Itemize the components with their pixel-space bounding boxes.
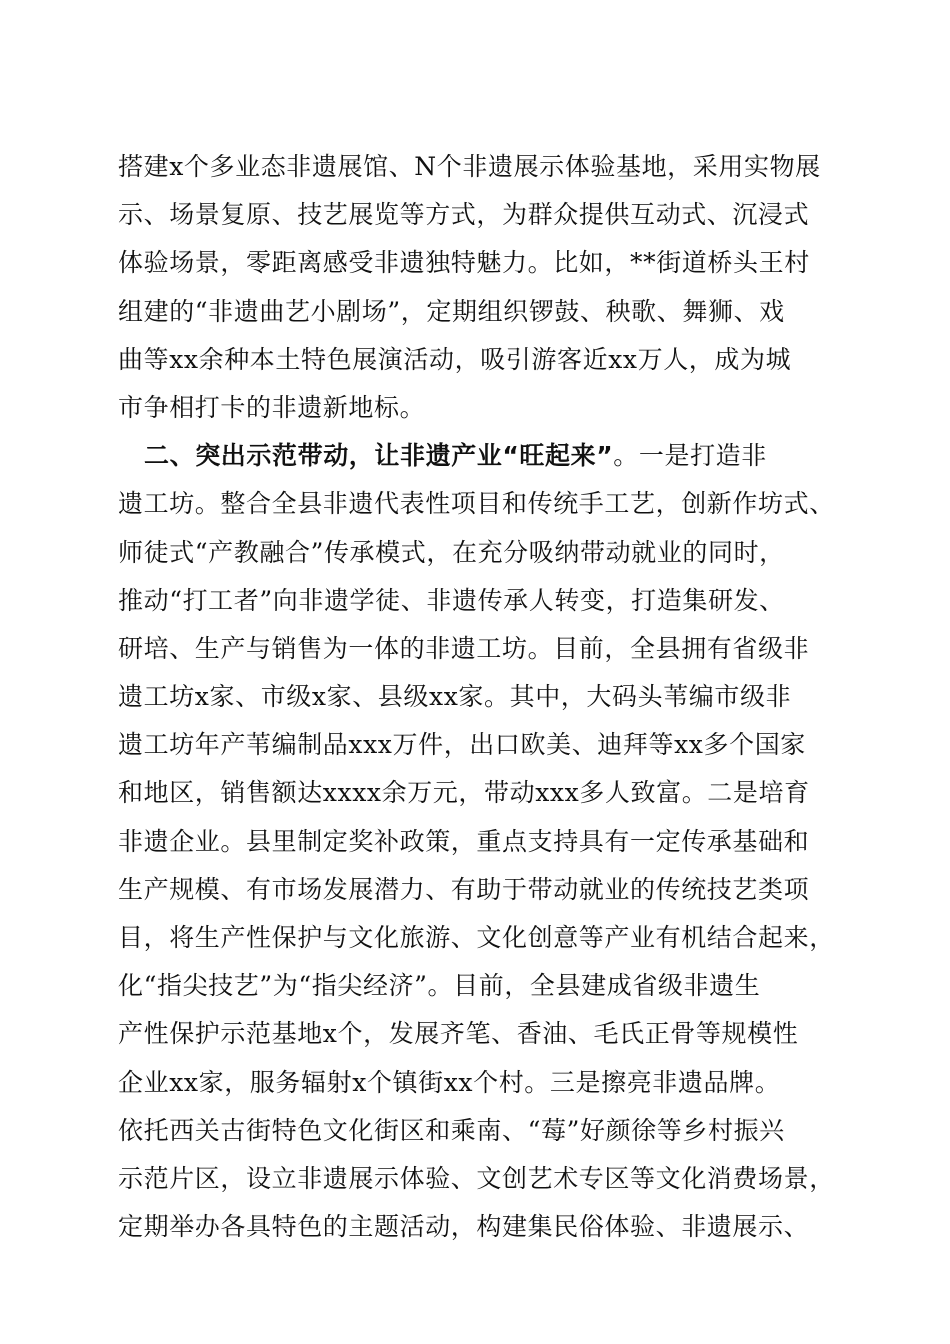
text-line: 研培、生产与销售为一体的非遗工坊。目前，全县拥有省级非	[118, 633, 810, 663]
text-line: 示范片区，设立非遗展示体验、文创艺术专区等文化消费场景，	[118, 1163, 835, 1193]
text-line: 市争相打卡的非遗新地标。	[118, 392, 426, 422]
text-line	[118, 432, 834, 480]
text-line: 非遗企业。县里制定奖补政策，重点支持具有一定传承基础和	[118, 826, 810, 856]
text-line: 遗工坊。整合全县非遗代表性项目和传统手工艺，创新作坊式、	[118, 489, 835, 519]
text-line: 曲等xx余种本土特色展演活动，吸引游客近xx万人，成为城	[118, 344, 792, 374]
text-line: 遗工坊年产苇编制品xxx万件，出口欧美、迪拜等xx多个国家	[118, 730, 806, 760]
text-line: 搭建x个多业态非遗展馆、N个非遗展示体验基地，采用实物展	[118, 152, 821, 181]
text-line: 生产规模、有市场发展潜力、有助于带动就业的传统技艺类项	[118, 874, 810, 904]
document-page	[118, 143, 834, 1251]
text-line: 示、场景复原、技艺展览等方式，为群众提供互动式、沉浸式	[118, 200, 810, 230]
text-line: 依托西关古街特色文化街区和乘南、“莓”好颜徐等乡村振兴	[118, 1115, 785, 1145]
text-line: 和地区，销售额达xxxx余万元，带动xxx多人致富。二是培育	[118, 778, 810, 808]
text-line: 推动“打工者”向非遗学徒、非遗传承人转变，打造集研发、	[118, 585, 785, 615]
paragraph-1	[118, 143, 834, 432]
text-line: 遗工坊x家、市级x家、县级xx家。其中，大码头苇编市级非	[118, 682, 792, 712]
text-line: 企业xx家，服务辐射x个镇街xx个村。三是擦亮非遗品牌。	[118, 1067, 781, 1097]
section-heading: 二、突出示范带动，让非遗产业“旺起来”	[144, 441, 614, 471]
text-line: 组建的“非遗曲艺小剧场”，定期组织锣鼓、秧歌、舞狮、戏	[118, 296, 785, 326]
paragraph-2	[118, 432, 834, 1251]
text-line: 产性保护示范基地x个，发展齐笔、香油、毛氏正骨等规模性	[118, 1019, 799, 1049]
text-line: 体验场景，零距离感受非遗独特魅力。比如，**街道桥头王村	[118, 248, 810, 278]
text-line: 目，将生产性保护与文化旅游、文化创意等产业有机结合起来，	[118, 923, 835, 952]
text-span: 。一是打造非	[613, 441, 767, 471]
text-line: 化“指尖技艺”为“指尖经济”。目前，全县建成省级非遗生	[118, 971, 761, 1001]
text-line: 师徒式“产教融合”传承模式，在充分吸纳带动就业的同时，	[118, 537, 785, 567]
text-line: 定期举办各具特色的主题活动，构建集民俗体验、非遗展示、	[118, 1212, 810, 1242]
